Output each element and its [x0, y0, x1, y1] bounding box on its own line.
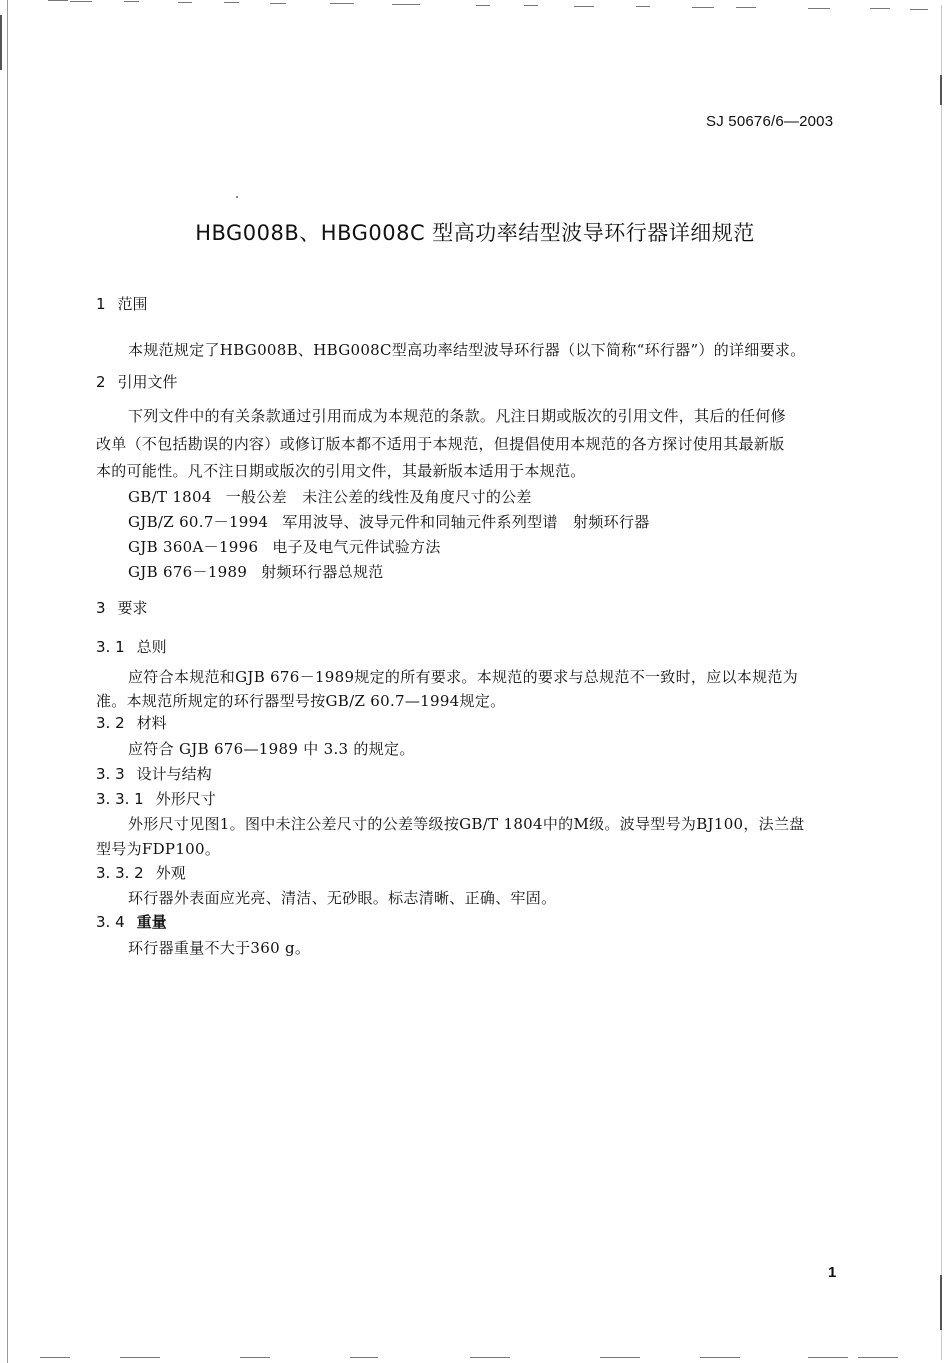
section-heading-design: [96, 763, 212, 784]
weight-paragraph: 环行器重量不大于360 g。: [128, 939, 311, 957]
scan-edge-bottom: [0, 1356, 950, 1362]
reference-code: GJB 360A－1996: [128, 538, 259, 556]
section-number: 3. 2: [96, 714, 125, 732]
reference-title: 射频环行器总规范: [261, 563, 384, 581]
section-label: 外观: [155, 864, 186, 882]
section-label: 总则: [136, 638, 167, 656]
section-heading-weight: [96, 911, 167, 932]
reference-code: GB/T 1804: [128, 488, 212, 506]
page-number: 1: [828, 1264, 837, 1281]
section-label: 引用文件: [117, 373, 178, 391]
scan-edge-left: [7, 0, 8, 1363]
appearance-paragraph: 环行器外表面应光亮、清洁、无砂眼。标志清晰、正确、牢固。: [128, 889, 557, 907]
reference-code: GJB/Z 60.7－1994: [128, 513, 269, 531]
scan-edge-right-mark: [940, 75, 942, 105]
references-paragraph-line: 下列文件中的有关条款通过引用而成为本规范的条款。凡注日期或版次的引用文件，其后的任何修: [128, 407, 786, 425]
reference-code: GJB 676－1989: [128, 563, 248, 581]
section-number: 3. 3: [96, 765, 125, 783]
section-number: 3. 1: [96, 638, 125, 656]
scope-paragraph: 本规范规定了HBG008B、HBG008C型高功率结型波导环行器（以下简称“环行器”）的详细要求。: [128, 341, 806, 359]
section-number: 1: [96, 295, 106, 313]
section-label: 范围: [117, 295, 148, 313]
general-paragraph-line: 准。本规范所规定的环行器型号按GB/Z 60.7—1994规定。: [96, 692, 506, 710]
scan-edge-right: [941, 5, 942, 1360]
section-heading-dimensions: [96, 788, 216, 809]
section-label: 设计与结构: [136, 765, 212, 783]
references-paragraph-line: 改单（不包括勘误的内容）或修订版本都不适用于本规范，但提倡使用本规范的各方探讨使用其最新版: [96, 435, 785, 453]
section-heading-scope: [96, 293, 148, 314]
reference-item: [128, 536, 441, 557]
scan-edge-left-mark: [0, 15, 2, 70]
scan-speck: [236, 196, 238, 198]
reference-item: [128, 511, 650, 532]
reference-title: 军用波导、波导元件和同轴元件系列型谱 射频环行器: [282, 513, 650, 531]
material-paragraph: 应符合 GJB 676—1989 中 3.3 的规定。: [128, 740, 415, 758]
section-heading-general: [96, 636, 167, 657]
section-label: 要求: [117, 599, 148, 617]
section-heading-requirements: [96, 597, 148, 618]
section-number: 3: [96, 599, 106, 617]
section-heading-appearance: [96, 862, 186, 883]
section-label: 重量: [136, 913, 167, 931]
section-number: 3. 3. 1: [96, 790, 144, 808]
scan-edge-top: [0, 0, 950, 12]
reference-title: 一般公差 未注公差的线性及角度尺寸的公差: [225, 488, 532, 506]
references-paragraph-line: 本的可能性。凡不注日期或版次的引用文件，其最新版本适用于本规范。: [96, 462, 586, 480]
section-heading-material: [96, 712, 167, 733]
scan-edge-right-mark: [940, 1275, 942, 1330]
document-title: HBG008B、HBG008C 型高功率结型波导环行器详细规范: [195, 221, 755, 245]
section-label: 外形尺寸: [155, 790, 216, 808]
section-number: 3. 3. 2: [96, 864, 144, 882]
document-code: SJ 50676/6—2003: [706, 113, 834, 130]
section-label: 材料: [136, 714, 167, 732]
dimensions-paragraph-line: 型号为FDP100。: [96, 840, 221, 858]
dimensions-paragraph-line: 外形尺寸见图1。图中未注公差尺寸的公差等级按GB/T 1804中的M级。波导型号为BJ100，法兰盘: [128, 815, 805, 833]
section-number: 2: [96, 373, 106, 391]
section-number: 3. 4: [96, 913, 125, 931]
general-paragraph-line: 应符合本规范和GJB 676－1989规定的所有要求。本规范的要求与总规范不一致时，应以本规范为: [128, 668, 798, 686]
reference-title: 电子及电气元件试验方法: [272, 538, 441, 556]
reference-item: [128, 561, 384, 582]
reference-item: [128, 486, 532, 507]
section-heading-references: [96, 371, 178, 392]
